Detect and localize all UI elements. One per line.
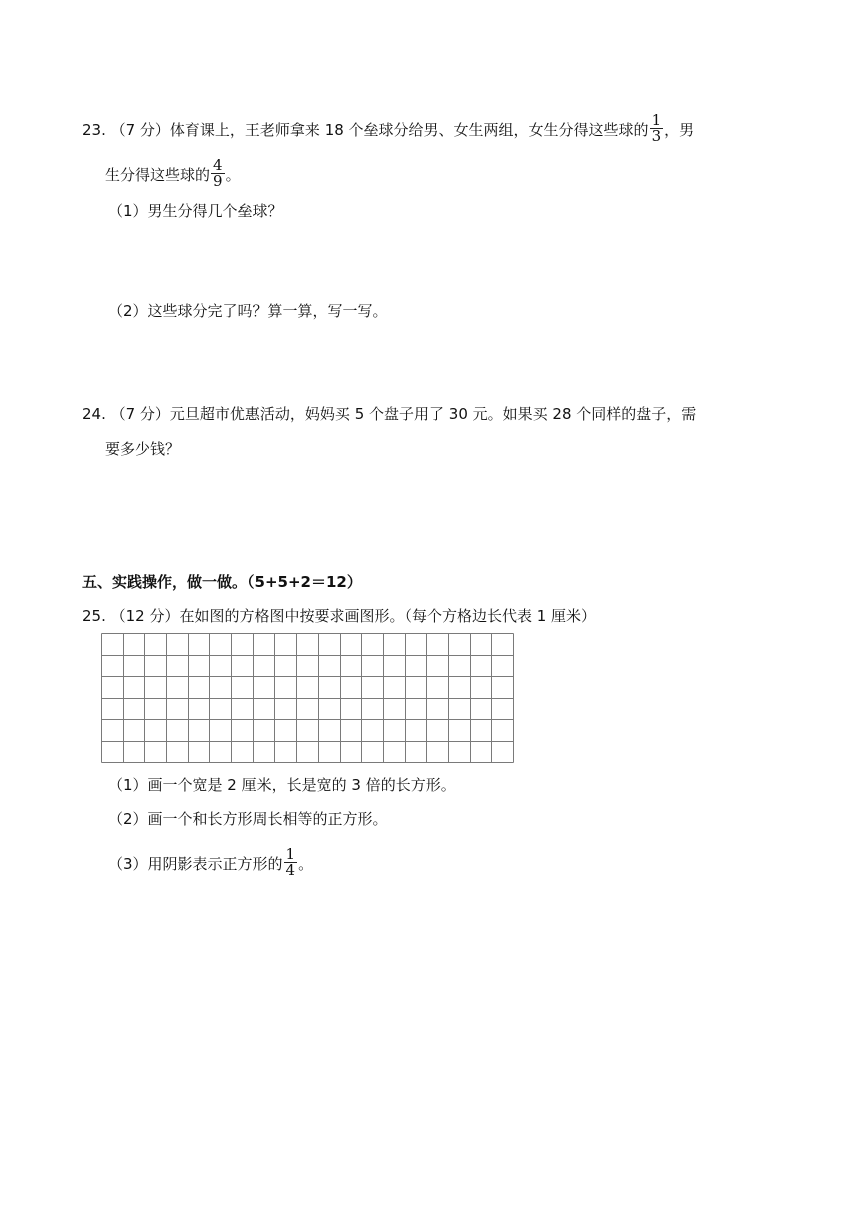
fraction-square	[284, 847, 298, 878]
fraction-boys-denominator: 9	[213, 172, 223, 190]
q23-sub2: （2）这些球分完了吗？算一算，写一写。	[108, 302, 388, 320]
q23-text-a: 23. （7 分）体育课上，王老师拿来 18 个垒球分给男、女生两组，女生分得这些球的	[82, 121, 649, 139]
q25-sub3-text-a: （3）用阴影表示正方形的	[108, 855, 283, 873]
q23-line2	[105, 156, 241, 191]
q23-sub1: （1）男生分得几个垒球？	[108, 202, 283, 220]
grid-svg	[101, 633, 514, 763]
fraction-boys-numerator: 4	[213, 156, 223, 174]
fraction-girls-denominator: 3	[651, 127, 662, 145]
section-heading: 五、实践操作，做一做。（5+5+2＝12）	[82, 573, 362, 591]
q24-line2: 要多少钱？	[105, 440, 181, 458]
fraction-square-numerator: 1	[285, 845, 296, 863]
fraction-girls	[650, 113, 664, 144]
q23-text-d: 。	[225, 166, 241, 184]
fraction-boys	[211, 158, 225, 189]
square-grid	[101, 633, 514, 763]
fraction-square-denominator: 4	[285, 861, 296, 879]
q23-line1	[82, 111, 695, 146]
q23-text-b: ，男	[664, 121, 695, 139]
q25-sub3-text-b: 。	[298, 855, 314, 873]
q25-sub3	[108, 845, 314, 880]
q24-line1: 24. （7 分）元旦超市优惠活动，妈妈买 5 个盘子用了 30 元。如果买 28 个同样的盘子，需	[82, 405, 697, 423]
q25-line1: 25. （12 分）在如图的方格图中按要求画图形。（每个方格边长代表 1 厘米）	[82, 607, 597, 625]
q23-text-c: 生分得这些球的	[105, 166, 211, 184]
q25-sub1: （1）画一个宽是 2 厘米，长是宽的 3 倍的长方形。	[108, 776, 456, 794]
fraction-girls-numerator: 1	[651, 111, 662, 129]
q25-sub2: （2）画一个和长方形周长相等的正方形。	[108, 810, 388, 828]
